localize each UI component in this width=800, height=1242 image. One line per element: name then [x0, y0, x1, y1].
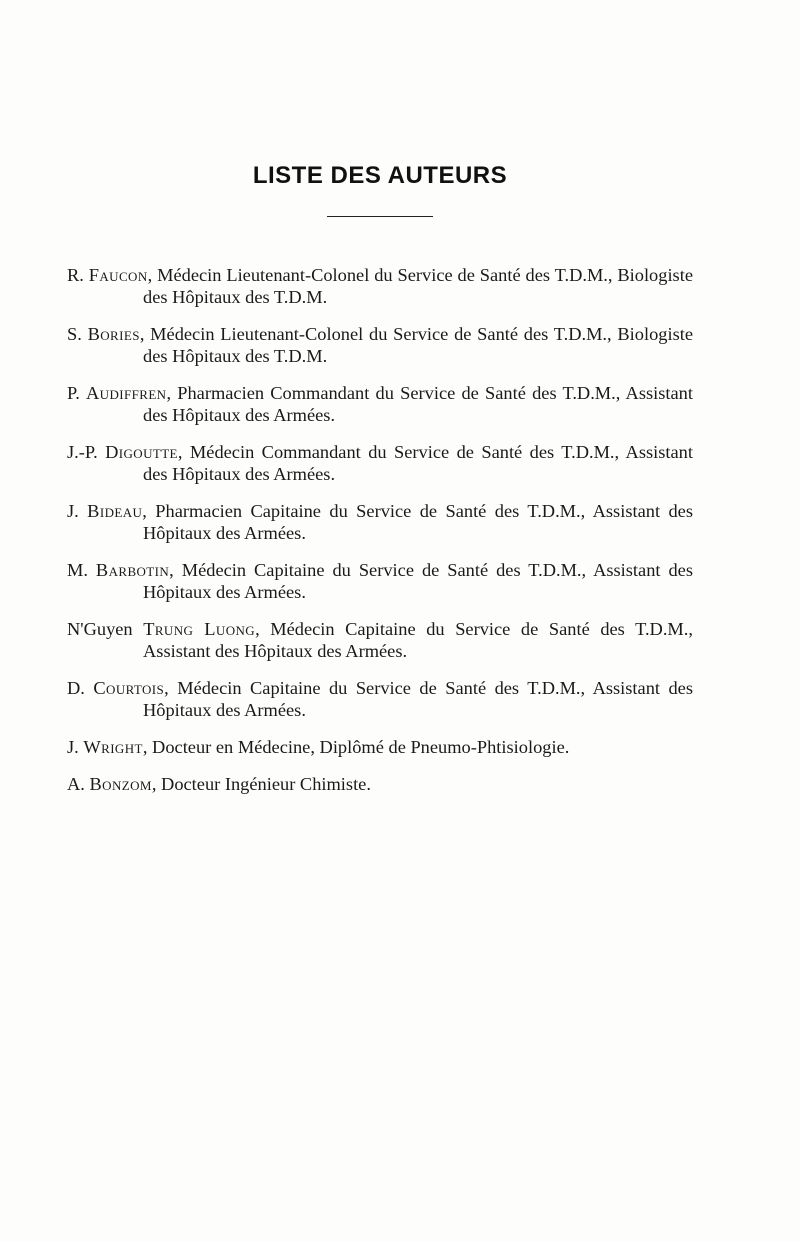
- author-description: , Médecin Capitaine du Service de Santé des T.D.M., Assistant des Hôpitaux des Armées.: [143, 560, 693, 602]
- author-description: , Docteur Ingénieur Chimiste.: [151, 774, 371, 794]
- title-divider: [327, 216, 433, 217]
- author-entry: [67, 441, 693, 485]
- author-entry: [67, 736, 693, 758]
- author-surname: Faucon: [88, 265, 148, 285]
- author-entry: [67, 500, 693, 544]
- author-entry: [67, 323, 693, 367]
- author-initial: A.: [67, 774, 85, 794]
- author-surname: Bories: [87, 324, 140, 344]
- author-entry: [67, 618, 693, 662]
- author-initial: D.: [67, 678, 85, 698]
- author-description: , Pharmacien Capitaine du Service de Santé des T.D.M., Assistant des Hôpitaux des Armées.: [142, 501, 693, 543]
- author-description: , Médecin Lieutenant-Colonel du Service de Santé des T.D.M., Biologiste des Hôpitaux des T.D.M.: [143, 265, 693, 307]
- author-entry: [67, 773, 693, 795]
- author-surname: Wright: [83, 737, 143, 757]
- author-initial: R.: [67, 265, 84, 285]
- author-description: , Médecin Lieutenant-Colonel du Service de Santé des T.D.M., Biologiste des Hôpitaux des T.D.M.: [139, 324, 693, 366]
- author-surname: Bideau: [87, 501, 143, 521]
- author-surname: Bonzom: [89, 774, 152, 794]
- author-initial: N'Guyen: [67, 619, 133, 639]
- author-description: , Pharmacien Commandant du Service de Santé des T.D.M., Assistant des Hôpitaux des Armées.: [143, 383, 693, 425]
- author-initial: J.-P.: [67, 442, 98, 462]
- author-list: [67, 264, 693, 810]
- author-entry: [67, 677, 693, 721]
- author-initial: J.: [67, 737, 79, 757]
- author-surname: Barbotin: [95, 560, 170, 580]
- author-entry: [67, 559, 693, 603]
- author-initial: M.: [67, 560, 88, 580]
- author-description: , Médecin Capitaine du Service de Santé des T.D.M., Assistant des Hôpitaux des Armées.: [143, 678, 693, 720]
- author-initial: S.: [67, 324, 82, 344]
- author-surname: Courtois: [93, 678, 165, 698]
- author-surname: Audiffren: [86, 383, 167, 403]
- author-initial: P.: [67, 383, 80, 403]
- author-surname: Digoutte: [105, 442, 178, 462]
- author-entry: [67, 382, 693, 426]
- author-entry: [67, 264, 693, 308]
- author-initial: J.: [67, 501, 79, 521]
- author-surname: Trung Luong: [143, 619, 256, 639]
- author-description: , Docteur en Médecine, Diplômé de Pneumo-Phtisiologie.: [142, 737, 570, 757]
- author-description: , Médecin Capitaine du Service de Santé des T.D.M., Assistant des Hôpitaux des Armées.: [143, 619, 693, 661]
- page-title: LISTE DES AUTEURS: [252, 162, 508, 189]
- author-description: , Médecin Commandant du Service de Santé des T.D.M., Assistant des Hôpitaux des Armées.: [143, 442, 693, 484]
